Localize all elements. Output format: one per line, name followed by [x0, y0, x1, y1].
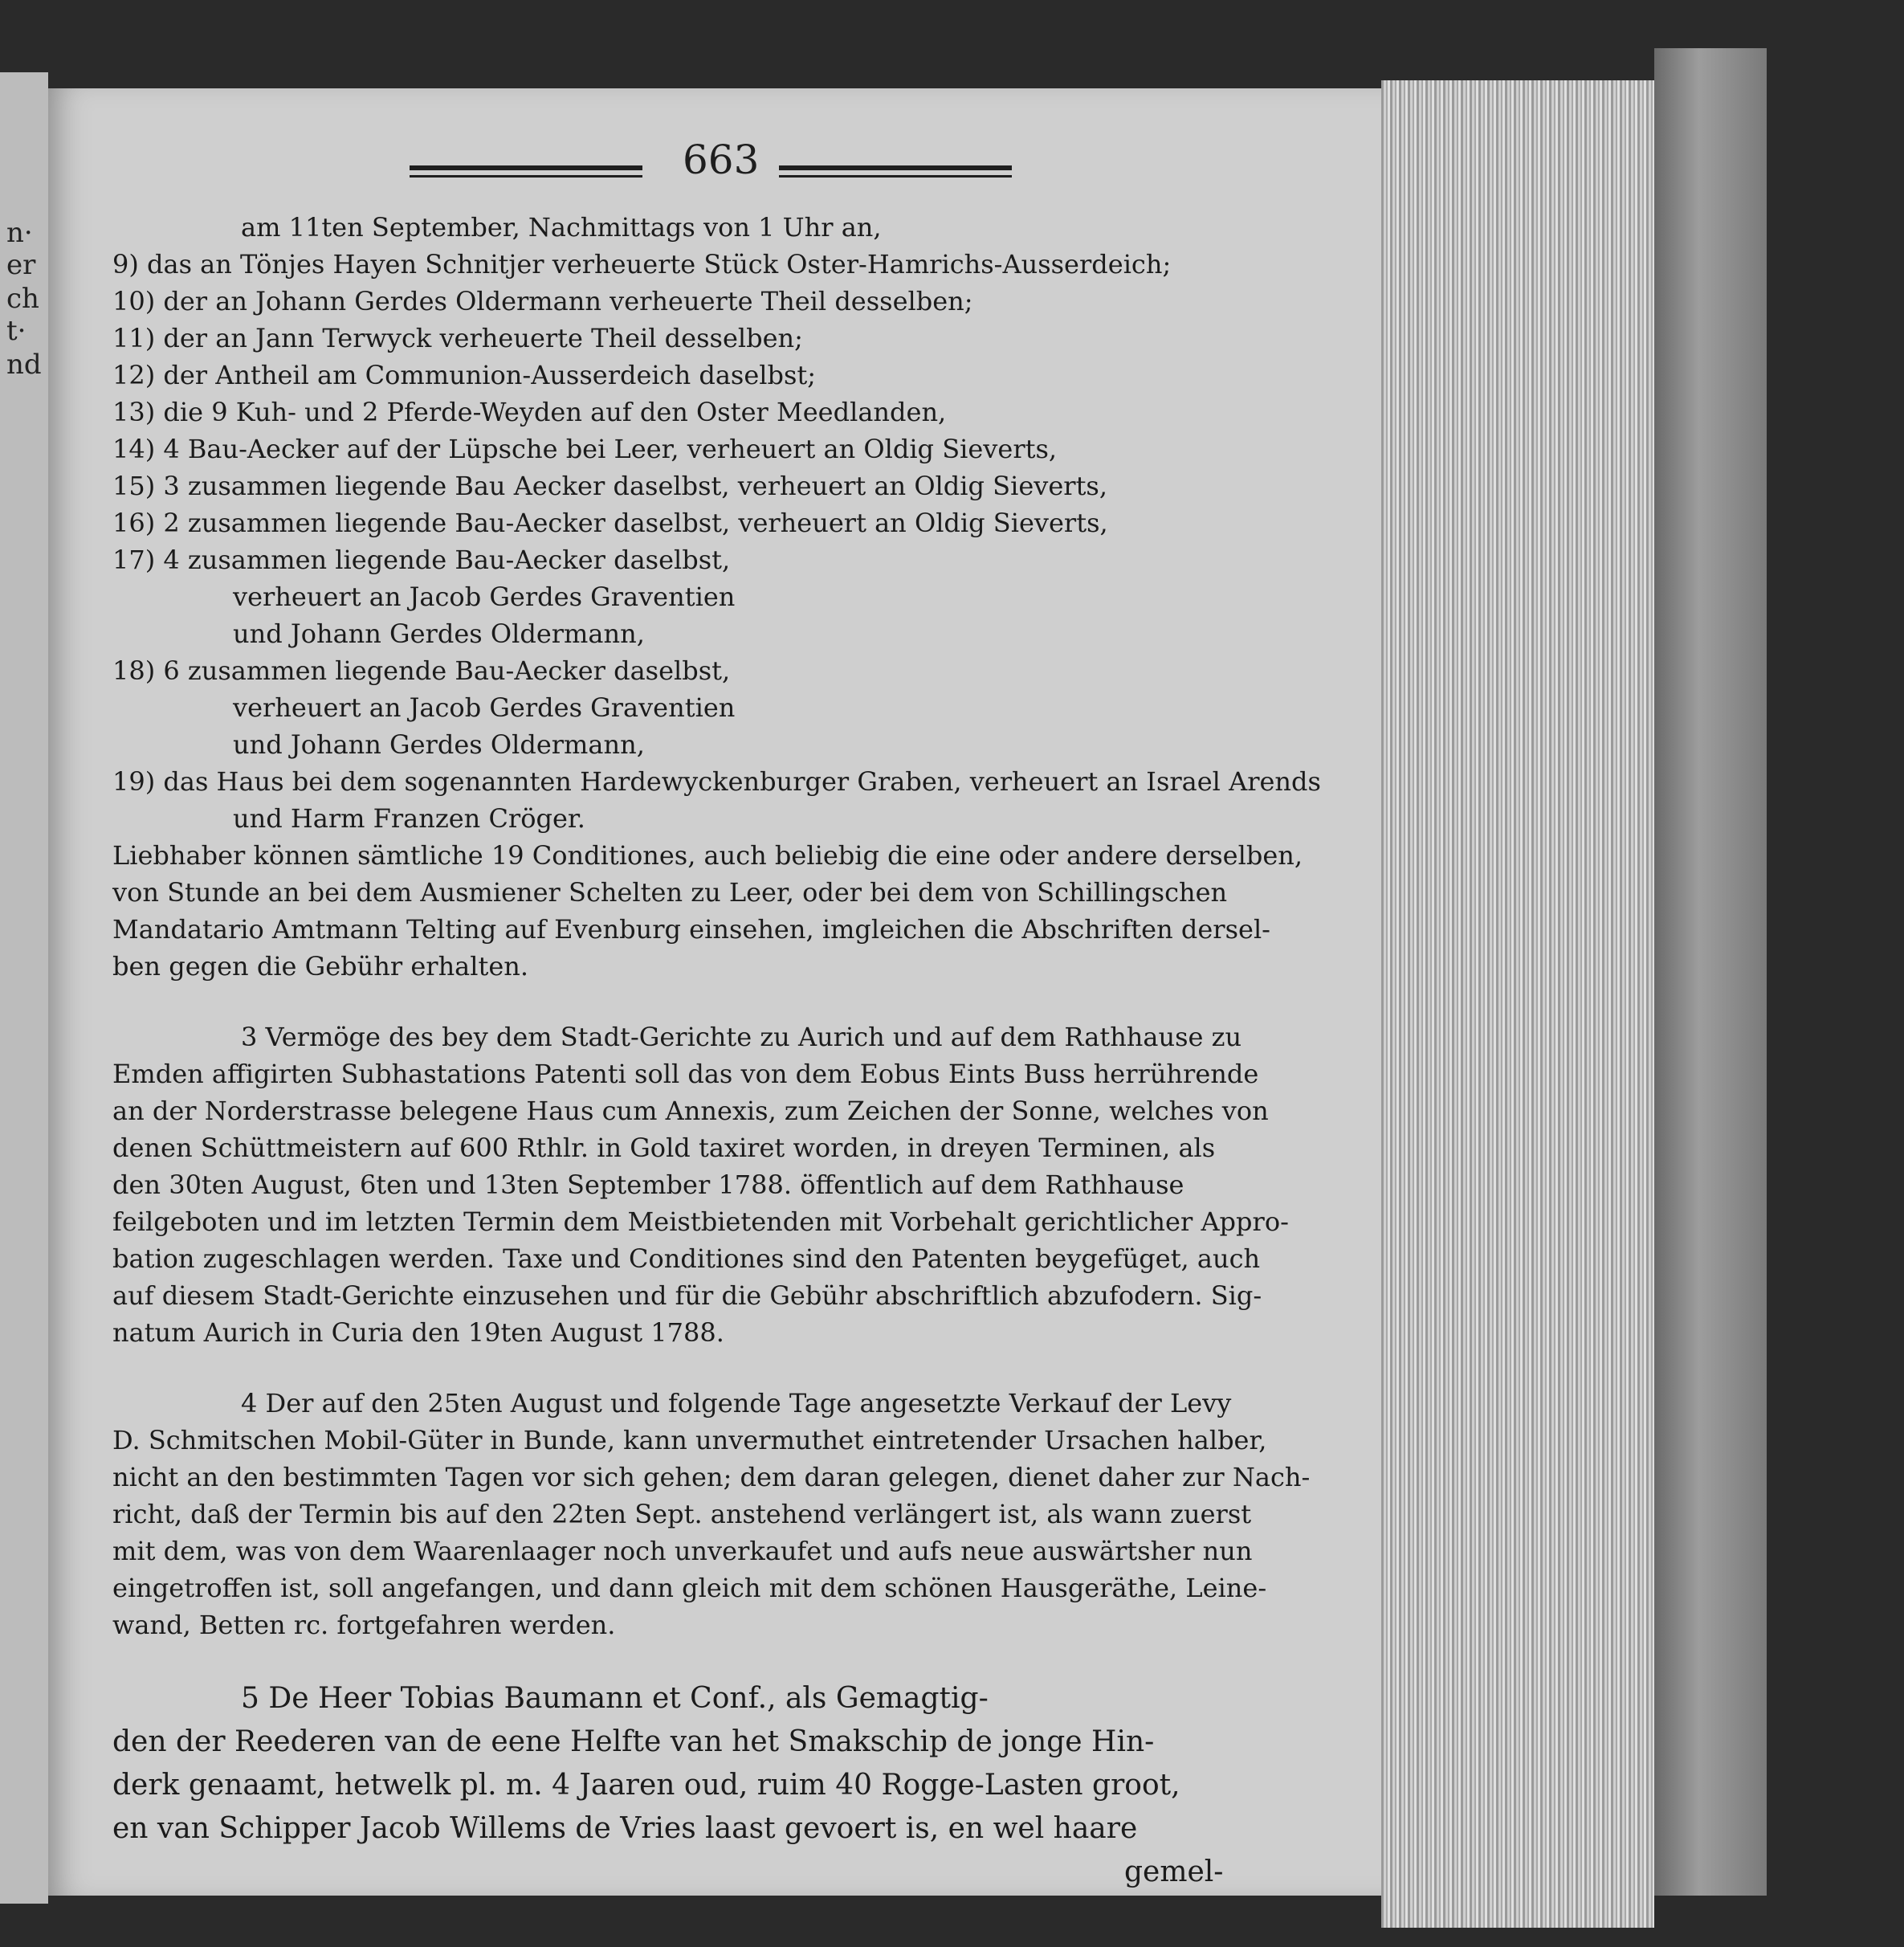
schedule-item: 14) 4 Bau-Aecker auf der Lüpsche bei Leer, verheuert an Oldig Sieverts, [112, 434, 1058, 464]
paragraph-4-line: richt, daß der Termin bis auf den 22ten Sept. anstehend verlängert ist, als wann zuerst [112, 1499, 1252, 1529]
paragraph-3-line: auf diesem Stadt-Gerichte einzusehen und für die Gebühr abschriftlich abzufodern. Sig- [112, 1280, 1262, 1311]
document-page [48, 88, 1429, 1896]
paragraph-3-line: an der Norderstrasse belegene Haus cum Annexis, zum Zeichen der Sonne, welches von [112, 1096, 1269, 1126]
schedule-item: 11) der an Jann Terwyck verheuerte Theil desselben; [112, 323, 803, 353]
left-page-edge [0, 72, 48, 1904]
page-edges-stack [1381, 80, 1654, 1928]
paragraph-5-line: en van Schipper Jacob Willems de Vries laast gevoert is, en wel haare [112, 1812, 1138, 1845]
schedule-item: 9) das an Tönjes Hayen Schnitjer verheuerte Stück Oster-Hamrichs-Ausserdeich; [112, 249, 1172, 280]
schedule-item-continuation: verheuert an Jacob Gerdes Graventien [233, 692, 736, 723]
schedule-item: 19) das Haus bei dem sogenannten Hardewyckenburger Graben, verheuert an Israel Arends [112, 766, 1321, 797]
paragraph-gap [112, 1351, 1317, 1385]
left-page-fragment: er [6, 249, 36, 281]
schedule-item-continuation: verheuert an Jacob Gerdes Graventien [233, 582, 736, 612]
paragraph-3-line: bation zugeschlagen werden. Taxe und Conditiones sind den Patenten beygefüget, auch [112, 1243, 1261, 1274]
left-page-fragment: t· [6, 315, 27, 347]
left-page-fragment: n· [6, 217, 33, 249]
schedule-intro: am 11ten September, Nachmittags von 1 Uhr an, [241, 212, 882, 243]
paragraph-3-line: den 30ten August, 6ten und 13ten September 1788. öffentlich auf dem Rathhause [112, 1169, 1184, 1200]
paragraph-3-line: denen Schüttmeistern auf 600 Rthlr. in Gold taxiret worden, in dreyen Terminen, als [112, 1133, 1216, 1163]
paragraph-4-line: nicht an den bestimmten Tagen vor sich gehen; dem daran gelegen, dienet daher zur Nach- [112, 1462, 1311, 1492]
liebhaber-line: Liebhaber können sämtliche 19 Conditiones, auch beliebig die eine oder andere derselben, [112, 840, 1303, 871]
page-number: 663 [683, 137, 760, 183]
schedule-item-continuation: und Johann Gerdes Oldermann, [233, 618, 645, 649]
paragraph-4-line: 4 Der auf den 25ten August und folgende Tage angesetzte Verkauf der Levy [241, 1388, 1232, 1418]
paragraph-gap [112, 1643, 1317, 1677]
schedule-item-continuation: und Harm Franzen Cröger. [233, 803, 585, 834]
schedule-item: 10) der an Johann Gerdes Oldermann verheuerte Theil desselben; [112, 286, 973, 316]
paragraph-5-line: 5 De Heer Tobias Baumann et Conf., als Gemagtig- [241, 1682, 989, 1715]
paragraph-3-line: feilgeboten und im letzten Termin dem Meistbietenden mit Vorbehalt gerichtlicher Appro- [112, 1206, 1289, 1237]
paragraph-4-line: eingetroffen ist, soll angefangen, und dann gleich mit dem schönen Hausgeräthe, Leine- [112, 1573, 1267, 1603]
page-text [112, 209, 1321, 1894]
paragraph-5-line: den der Reederen van de eene Helfte van het Smakschip de jonge Hin- [112, 1725, 1155, 1758]
paragraph-4-line: wand, Betten rc. fortgefahren werden. [112, 1610, 616, 1640]
schedule-item: 16) 2 zusammen liegende Bau-Aecker daselbst, verheuert an Oldig Sieverts, [112, 508, 1108, 538]
left-page-fragment: nd [6, 349, 42, 381]
paragraph-4-line: D. Schmitschen Mobil-Güter in Bunde, kann unvermuthet eintretender Ursachen halber, [112, 1425, 1267, 1455]
header-rule-left [410, 165, 642, 170]
paragraph-3-line: natum Aurich in Curia den 19ten August 1788. [112, 1317, 724, 1348]
paragraph-3-line: Emden affigirten Subhastations Patenti soll das von dem Eobus Eints Buss herrührende [112, 1059, 1259, 1089]
schedule-item: 13) die 9 Kuh- und 2 Pferde-Weyden auf den Oster Meedlanden, [112, 397, 947, 427]
liebhaber-line: ben gegen die Gebühr erhalten. [112, 951, 529, 982]
book-binding [1654, 48, 1767, 1896]
header-rule-right [779, 165, 1012, 170]
paragraph-4-line: mit dem, was von dem Waarenlaager noch unverkaufet und aufs neue auswärtsher nun [112, 1536, 1253, 1566]
schedule-item: 15) 3 zusammen liegende Bau Aecker daselbst, verheuert an Oldig Sieverts, [112, 471, 1108, 501]
paragraph-gap [112, 985, 1317, 1018]
paragraph-5-line: derk genaamt, hetwelk pl. m. 4 Jaaren oud, ruim 40 Rogge-Lasten groot, [112, 1769, 1180, 1802]
schedule-item: 17) 4 zusammen liegende Bau-Aecker daselbst, [112, 545, 731, 575]
left-page-fragment: ch [6, 283, 39, 315]
page-header [410, 137, 1020, 201]
schedule-item-continuation: und Johann Gerdes Oldermann, [233, 729, 645, 760]
liebhaber-line: von Stunde an bei dem Ausmiener Schelten zu Leer, oder bei dem von Schillingschen [112, 877, 1228, 908]
paragraph-3-line: 3 Vermöge des bey dem Stadt-Gerichte zu Aurich und auf dem Rathhause zu [241, 1022, 1242, 1052]
catchword: gemel- [1124, 1855, 1224, 1888]
liebhaber-line: Mandatario Amtmann Telting auf Evenburg einsehen, imgleichen die Abschriften dersel- [112, 914, 1270, 945]
schedule-item: 12) der Antheil am Communion-Ausserdeich daselbst; [112, 360, 817, 390]
schedule-item: 18) 6 zusammen liegende Bau-Aecker daselbst, [112, 655, 731, 686]
